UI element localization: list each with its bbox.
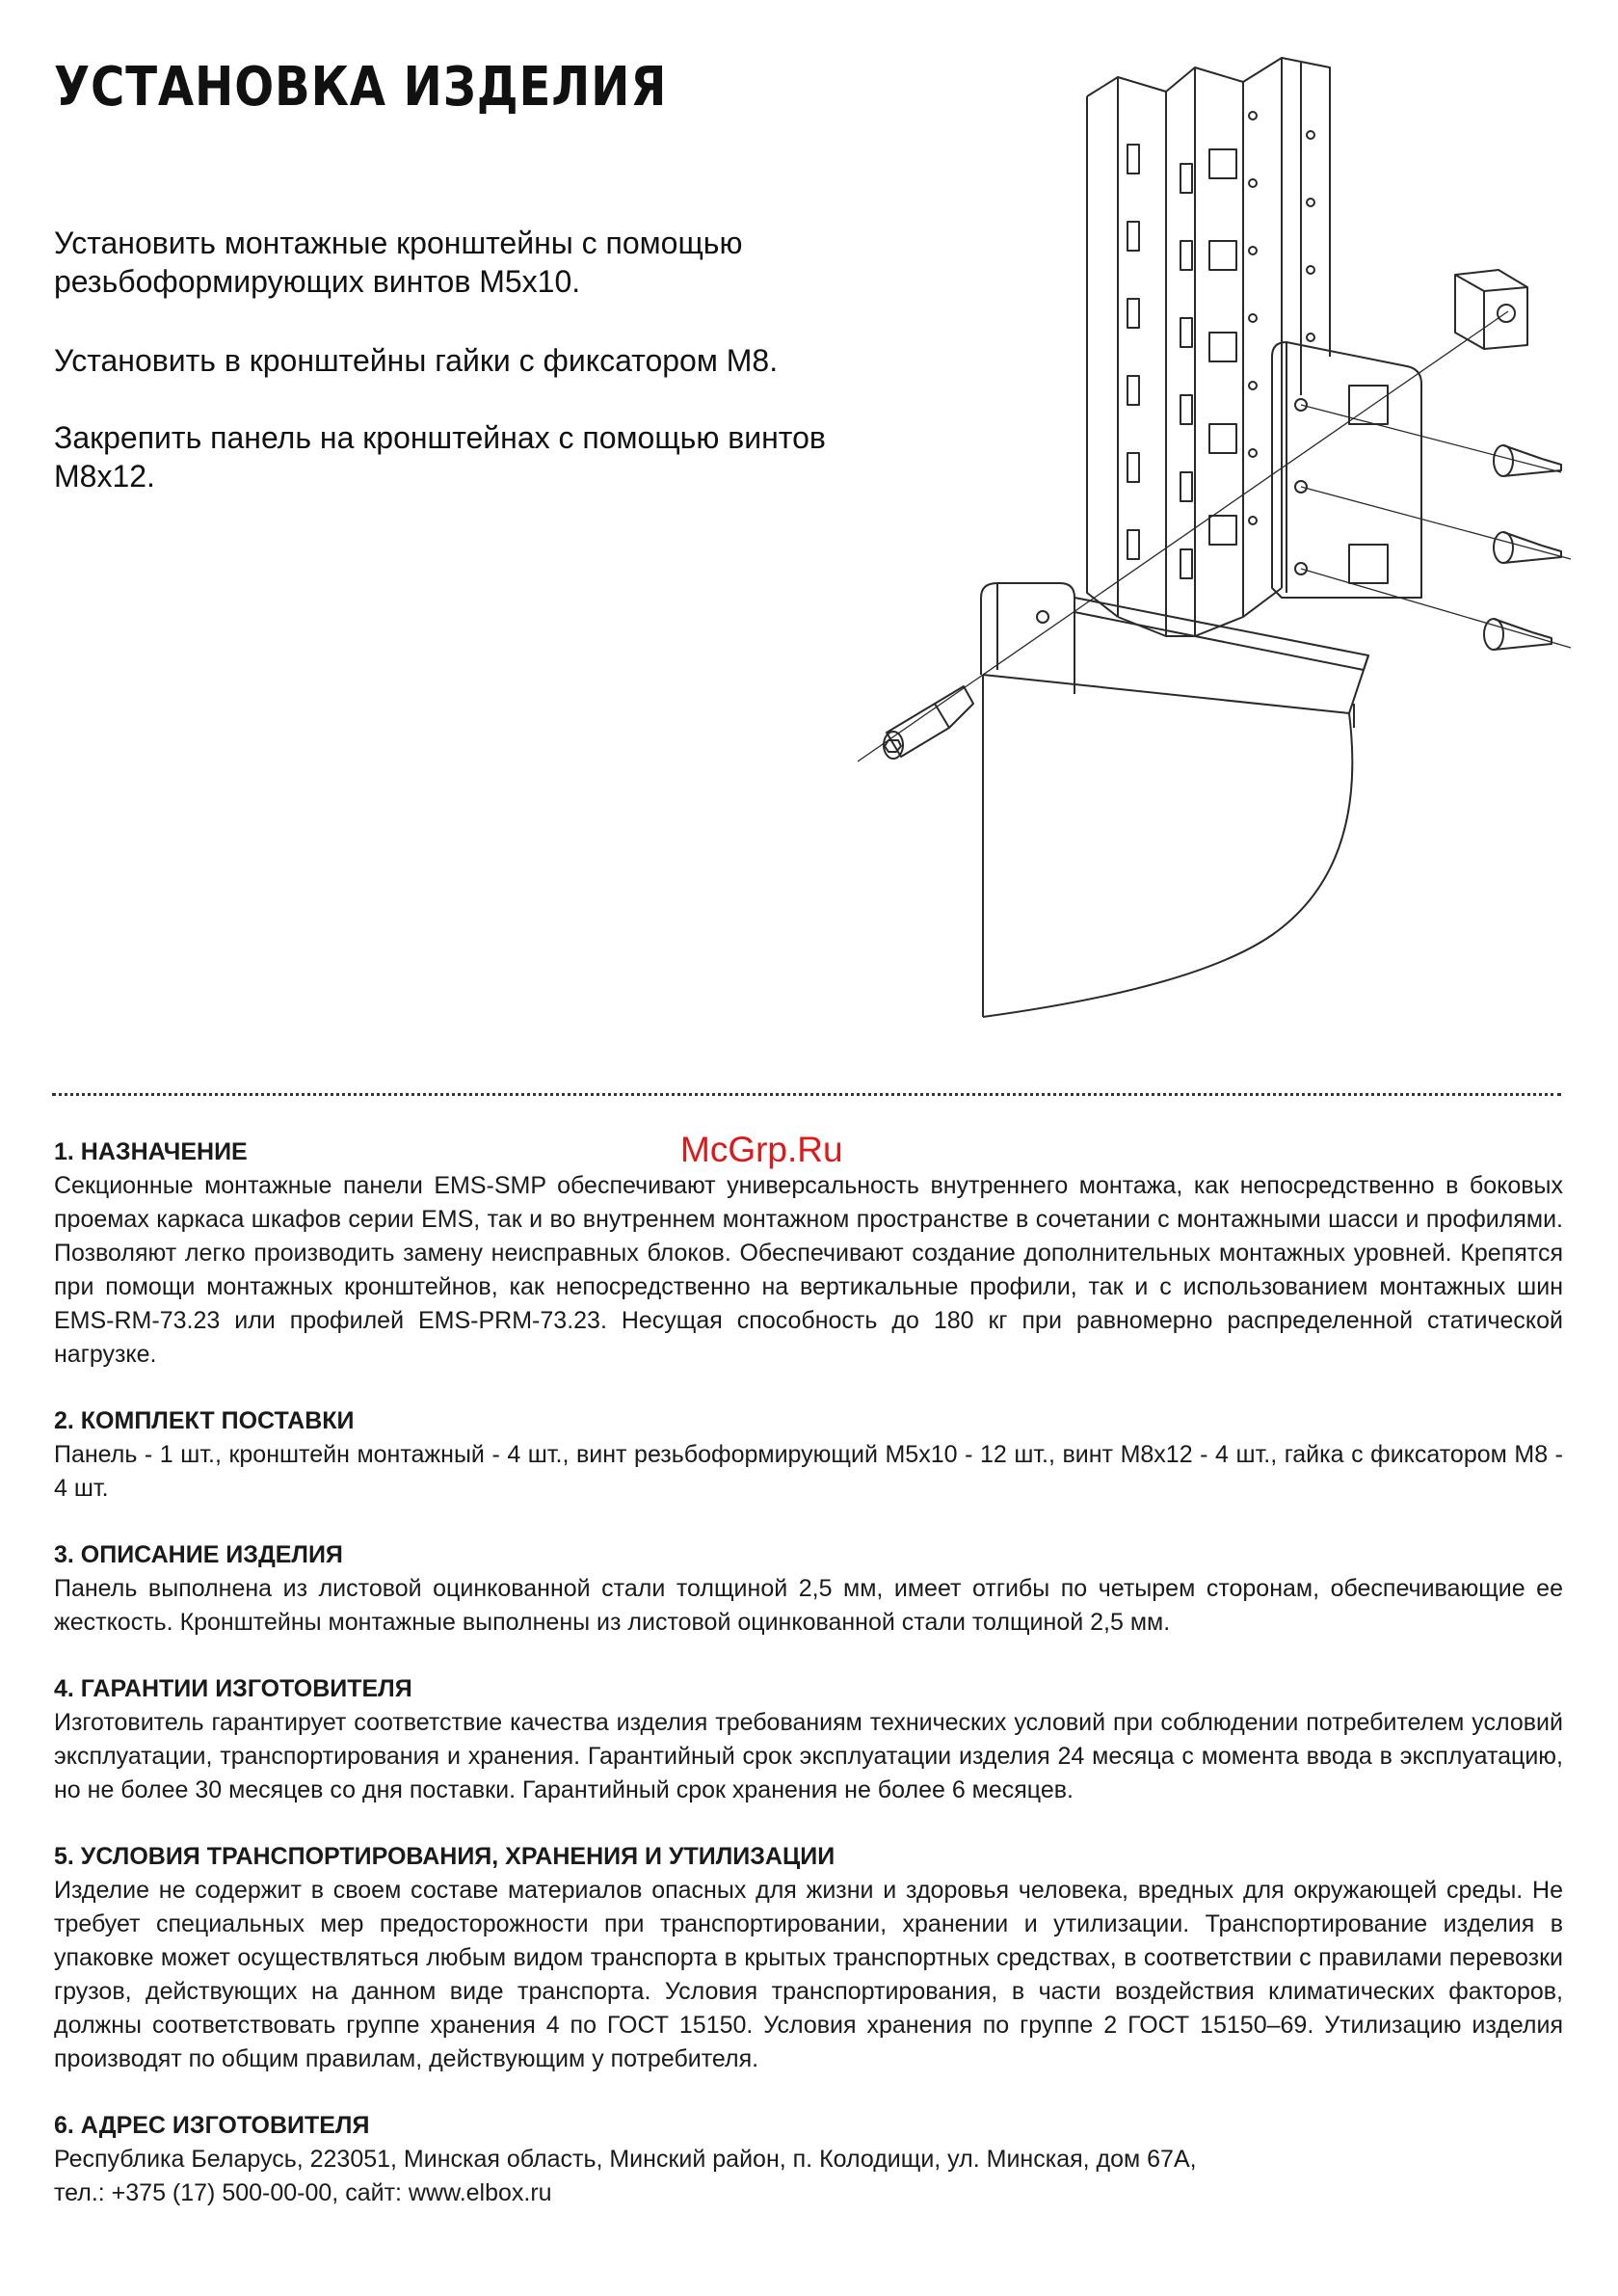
section-text: Панель - 1 шт., кронштейн монтажный - 4 шт., винт резьбоформирующий М5х10 - 12 шт., винт М8х12 - 4 шт., гайка с фиксатором М8 - 4 шт. <box>54 1441 1563 1502</box>
section-warranty <box>54 1672 1563 1807</box>
contact-line: тел.: +375 (17) 500-00-00, сайт: www.elbox.ru <box>54 2179 552 2206</box>
section-heading: 4. ГАРАНТИИ ИЗГОТОВИТЕЛЯ <box>54 1675 412 1702</box>
section-text: Панель выполнена из листовой оцинкованной стали толщиной 2,5 мм, имеет отгибы по четырем сторонам, обеспечивающие ее жесткость. Кронштейны монтажные выполнены из листовой оцинкованной стали толщиной 2,5 мм. <box>54 1575 1563 1636</box>
section-heading: 5. УСЛОВИЯ ТРАНСПОРТИРОВАНИЯ, ХРАНЕНИЯ И УТИЛИЗАЦИИ <box>54 1843 836 1870</box>
section-package <box>54 1404 1563 1506</box>
section-heading: 3. ОПИСАНИЕ ИЗДЕЛИЯ <box>54 1541 343 1568</box>
section-heading: 6. АДРЕС ИЗГОТОВИТЕЛЯ <box>54 2112 370 2139</box>
section-text: Секционные монтажные панели EMS-SMP обеспечивают универсальность внутреннего монтажа, как непосредственно в боковых проемах каркаса шкафов серии EMS, так и во внутреннем монтажном пространстве в сочетании с монтажными шасси и профилями. Позволяют легко производить замену неисправных блоков. Обеспечивают создание дополнительных монтажных уровней. Крепятся при помощи монтажных кронштейнов, как непосредственно на вертикальные профили, так и с использованием монтажных шин EMS-RM-73.23 или профилей EMS-PRM-73.23. Несущая способность до 180 кг при равномерно распределенной статической нагрузке. <box>54 1172 1563 1368</box>
document-body <box>54 1135 1563 2243</box>
screw-m5x10 <box>1494 445 1561 476</box>
watermark: McGrp.Ru <box>680 1130 843 1169</box>
hex-screw-m8 <box>884 686 973 759</box>
cage-nut <box>1455 270 1527 349</box>
instruction-step-3: Закрепить панель на кронштейнах с помощью винтов М8х12. <box>54 420 826 494</box>
section-text: Изготовитель гарантирует соответствие качества изделия требованиям технических условий при соблюдении потребителем условий эксплуатации, транспортирования и хранения. Гарантийный срок эксплуатации изделия 24 месяца с момента ввода в эксплуатацию, но не более 30 месяцев со дня поставки. Гарантийный срок хранения не более 6 месяцев. <box>54 1709 1563 1803</box>
mounting-bracket <box>1272 342 1421 598</box>
address-line: Республика Беларусь, 223051, Минская область, Минский район, п. Колодищи, ул. Минская, дом 67А, <box>54 2146 1197 2173</box>
mounting-panel <box>981 583 1368 1017</box>
section-address <box>54 2109 1563 2210</box>
instruction-step-2: Установить в кронштейны гайки с фиксатором М8. <box>54 343 779 378</box>
page-title: УСТАНОВКА ИЗДЕЛИЯ <box>54 56 668 119</box>
section-text: Изделие не содержит в своем составе материалов опасных для жизни и здоровья человека, вредных для окружающей среды. Не требует специальных мер предосторожности при транспортировании, хранении и утилизации. Транспортирование изделия в упаковке может осуществляться любым видом транспорта в крытых транспортных средствах, в соответствии с правилами перевозки грузов, действующих на данном виде транспорта. Условия транспортирования, в части воздействия климатических факторов, должны соответствовать группе хранения 4 по ГОСТ 15150. Условия хранения по группе 2 ГОСТ 15150–69. Утилизацию изделия производят по общим правилам, действующим у потребителя. <box>54 1877 1563 2072</box>
section-heading: 2. КОМПЛЕКТ ПОСТАВКИ <box>54 1407 355 1434</box>
section-purpose <box>54 1135 1563 1372</box>
section-heading: 1. НАЗНАЧЕНИЕ <box>54 1138 248 1165</box>
section-transport <box>54 1840 1563 2076</box>
screw-m5x10 <box>1484 619 1552 650</box>
section-divider <box>52 1093 1561 1096</box>
installation-diagram <box>829 39 1580 1031</box>
vertical-profile <box>1087 58 1330 636</box>
section-description <box>54 1538 1563 1640</box>
instruction-step-1: Установить монтажные кронштейны с помощью резьбоформирующих винтов М5х10. <box>54 226 743 299</box>
